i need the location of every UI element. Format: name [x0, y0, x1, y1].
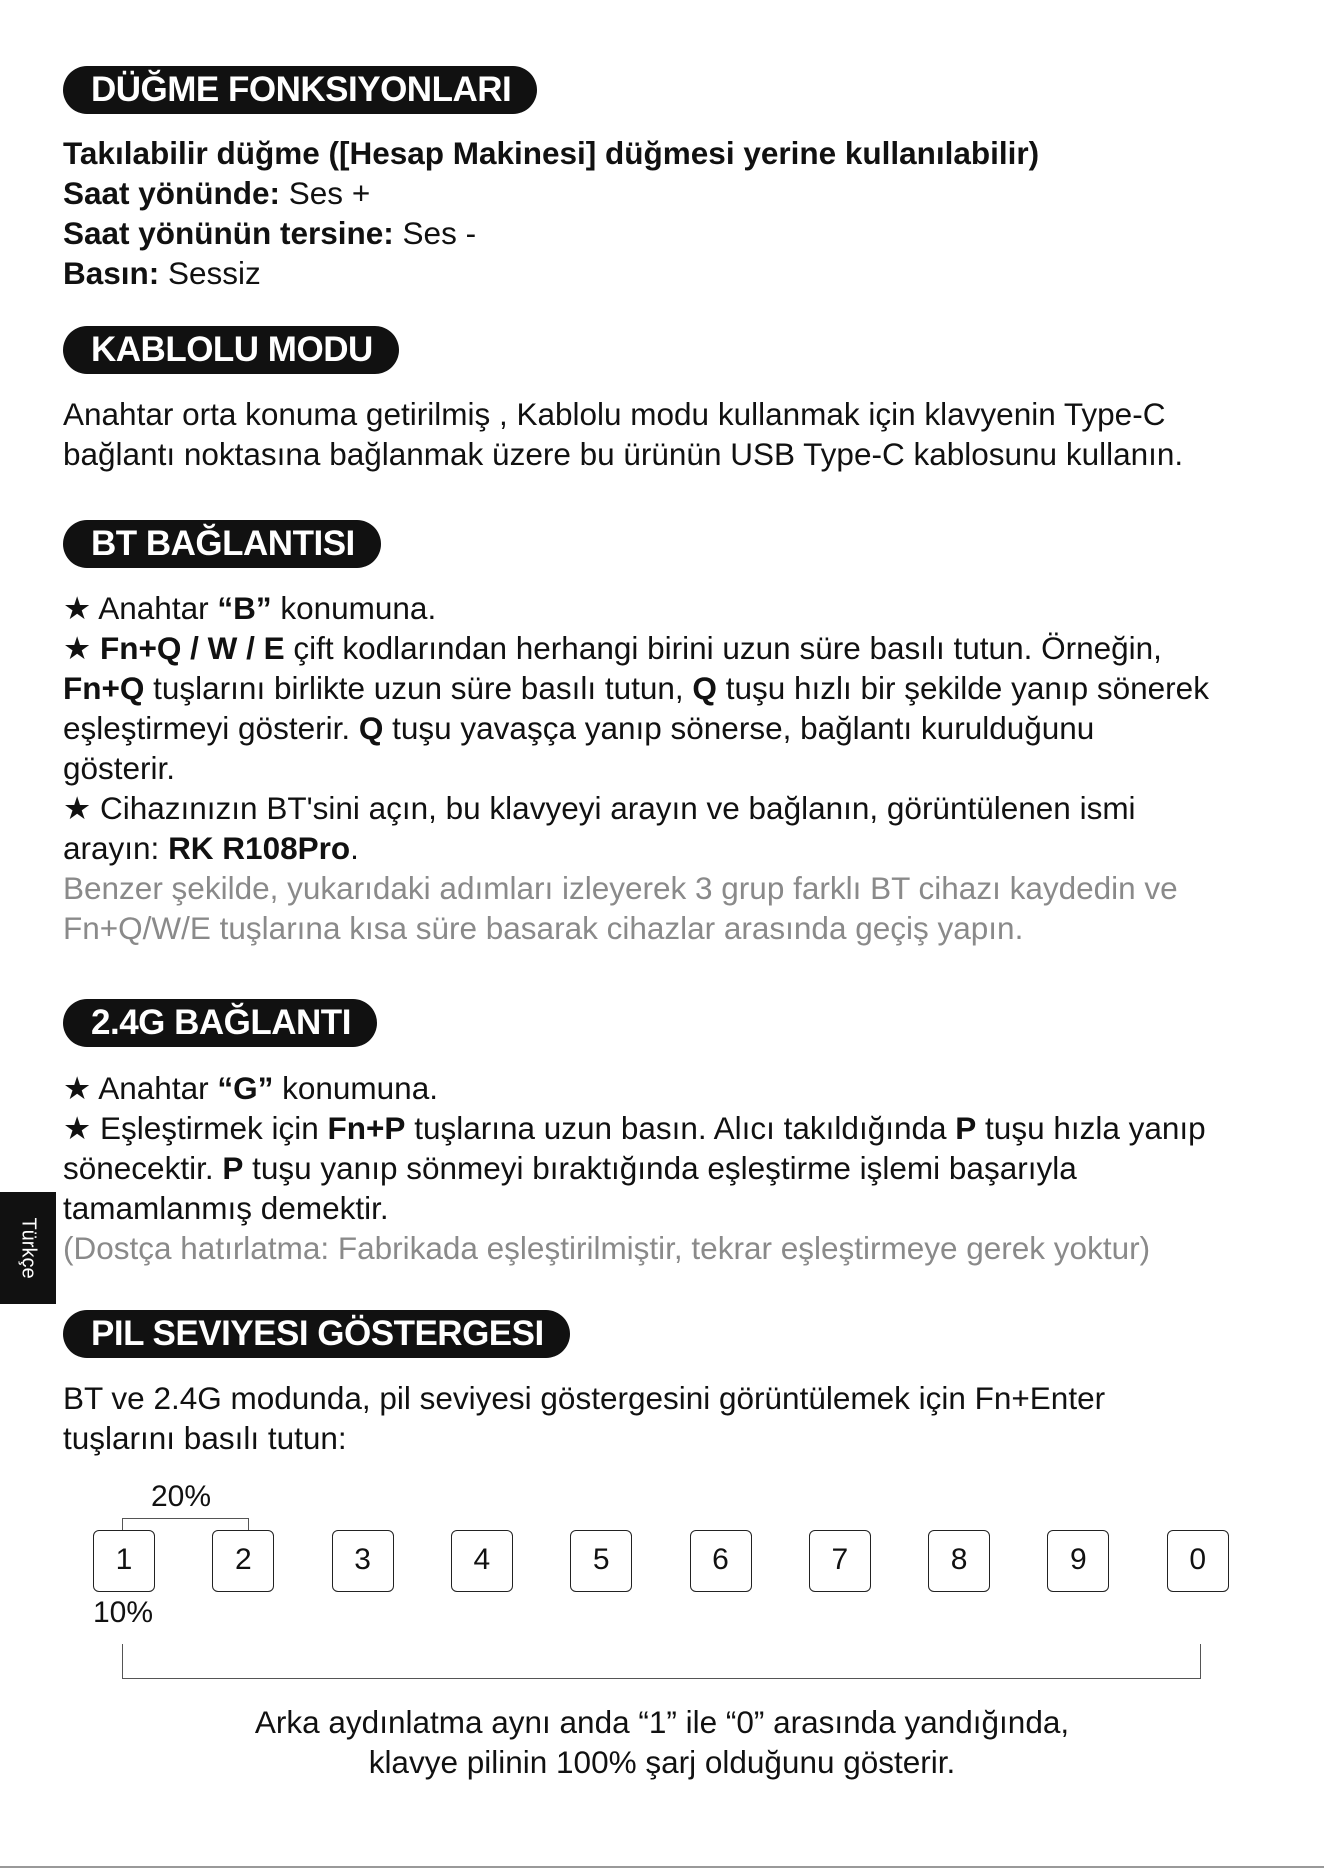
- bt-step3-text: ★ Cihazınızın BT'sini açın, bu klavyeyi arayın ve bağlanın, görüntülenen ismi: [63, 790, 1136, 826]
- bt-q-key: Q: [692, 670, 717, 706]
- 24g-connection-text: [63, 1068, 1263, 1268]
- key-6: 6: [690, 1530, 752, 1592]
- g24-step2-text-2: tuşlarına uzun basın. Alıcı takıldığında: [405, 1110, 956, 1146]
- key-5: 5: [570, 1530, 632, 1592]
- language-label: Türkçe: [17, 1217, 40, 1279]
- g24-step2-text-3: tuşu hızla yanıp: [976, 1110, 1206, 1146]
- bt-step2-text: çift kodlarından herhangi birini uzun süre basılı tutun. Örneğin,: [284, 630, 1162, 666]
- bt-switch-position: “B”: [217, 590, 272, 626]
- section-title-wired-mode: KABLOLU MODU: [63, 326, 399, 374]
- key-9: 9: [1047, 1530, 1109, 1592]
- counterclockwise-label: Saat yönünün tersine:: [63, 215, 394, 251]
- bt-key-combos: Fn+Q / W / E: [100, 630, 285, 666]
- bt-note-line-1: Benzer şekilde, yukarıdaki adımları izleyerek 3 grup farklı BT cihazı kaydedin ve: [63, 870, 1178, 906]
- wired-mode-text: [63, 394, 1263, 474]
- wired-line-2: bağlantı noktasına bağlanmak üzere bu ürünün USB Type-C kablosunu kullanın.: [63, 436, 1184, 472]
- language-side-tab: [0, 1192, 56, 1304]
- bt-step1-suffix: konumuna.: [271, 590, 437, 626]
- bracket-100-percent: [122, 1644, 1201, 1679]
- press-label: Basın:: [63, 255, 160, 291]
- battery-indicator-text: [63, 1378, 1263, 1458]
- section-title-button-functions: DÜĞME FONKSIYONLARI: [63, 66, 537, 114]
- bt-step3-text-2: arayın:: [63, 830, 169, 866]
- label-20-percent: 20%: [151, 1480, 212, 1513]
- bt-step2-text-3: tuşu hızlı bir şekilde yanıp sönerek: [716, 670, 1209, 706]
- section-title-24g-connection: 2.4G BAĞLANTI: [63, 999, 377, 1047]
- battery-line-1: BT ve 2.4G modunda, pil seviyesi göstergesini görüntülemek için Fn+Enter: [63, 1380, 1106, 1416]
- key-3: 3: [332, 1530, 394, 1592]
- bt-step2-text-2: tuşlarını birlikte uzun süre basılı tutun,: [144, 670, 693, 706]
- g24-switch-position: “G”: [217, 1070, 274, 1106]
- bt-step2-text-4: eşleştirmeyi gösterir.: [63, 710, 359, 746]
- clockwise-value: Ses +: [280, 175, 371, 211]
- battery-caption-1: Arka aydınlatma aynı anda “1” ile “0” arasında yandığında,: [254, 1704, 1070, 1740]
- press-value: Sessiz: [159, 255, 261, 291]
- g24-p-key: P: [955, 1110, 977, 1146]
- battery-line-2: tuşlarını basılı tutun:: [63, 1420, 347, 1456]
- knob-description: Takılabilir düğme ([Hesap Makinesi] düğmesi yerine kullanılabilir): [63, 135, 1040, 171]
- bt-q-key-2: Q: [358, 710, 384, 746]
- key-0: 0: [1167, 1530, 1229, 1592]
- key-1: 1: [93, 1530, 155, 1592]
- key-7: 7: [809, 1530, 871, 1592]
- g24-p-key-2: P: [222, 1150, 244, 1186]
- key-2: 2: [212, 1530, 274, 1592]
- counterclockwise-value: Ses -: [393, 215, 477, 251]
- bt-note-line-2: Fn+Q/W/E tuşlarına kısa süre basarak cihazlar arasında geçiş yapın.: [63, 910, 1024, 946]
- g24-fnp-key: Fn+P: [327, 1110, 406, 1146]
- key-4: 4: [451, 1530, 513, 1592]
- bt-step2-star: ★: [63, 630, 100, 666]
- g24-step2-text-4: sönecektir.: [63, 1150, 223, 1186]
- g24-step2-text-6: tamamlanmış demektir.: [63, 1190, 389, 1226]
- g24-note: (Dostça hatırlatma: Fabrikada eşleştirilmiştir, tekrar eşleştirmeye gerek yoktur): [63, 1230, 1151, 1266]
- bt-fnq-key: Fn+Q: [63, 670, 145, 706]
- bt-connection-text: [63, 588, 1263, 948]
- bt-device-name: RK R108Pro: [168, 830, 351, 866]
- bt-step1-text: ★ Anahtar: [63, 590, 218, 626]
- g24-step1-suffix: konumuna.: [273, 1070, 438, 1106]
- g24-step2-text: ★ Eşleştirmek için: [63, 1110, 328, 1146]
- g24-step2-text-5: tuşu yanıp sönmeyi bıraktığında eşleştirme işlemi başarıyla: [243, 1150, 1077, 1186]
- button-functions-text: [63, 133, 1263, 293]
- section-title-bt-connection: BT BAĞLANTISI: [63, 520, 381, 568]
- wired-line-1: Anahtar orta konuma getirilmiş , Kablolu modu kullanmak için klavyenin Type-C: [63, 396, 1166, 432]
- bt-step2-text-5: tuşu yavaşça yanıp sönerse, bağlantı kurulduğunu: [383, 710, 1095, 746]
- battery-caption-2: klavye pilinin 100% şarj olduğunu gösterir.: [368, 1744, 956, 1780]
- g24-step1-text: ★ Anahtar: [63, 1070, 218, 1106]
- bt-step3-period: .: [350, 830, 359, 866]
- bt-step2-text-6: gösterir.: [63, 750, 176, 786]
- page-bottom-border: [0, 1866, 1324, 1868]
- key-8: 8: [928, 1530, 990, 1592]
- label-10-percent: 10%: [93, 1596, 154, 1629]
- section-title-battery-indicator: PIL SEVIYESI GÖSTERGESI: [63, 1310, 570, 1358]
- clockwise-label: Saat yönünde:: [63, 175, 281, 211]
